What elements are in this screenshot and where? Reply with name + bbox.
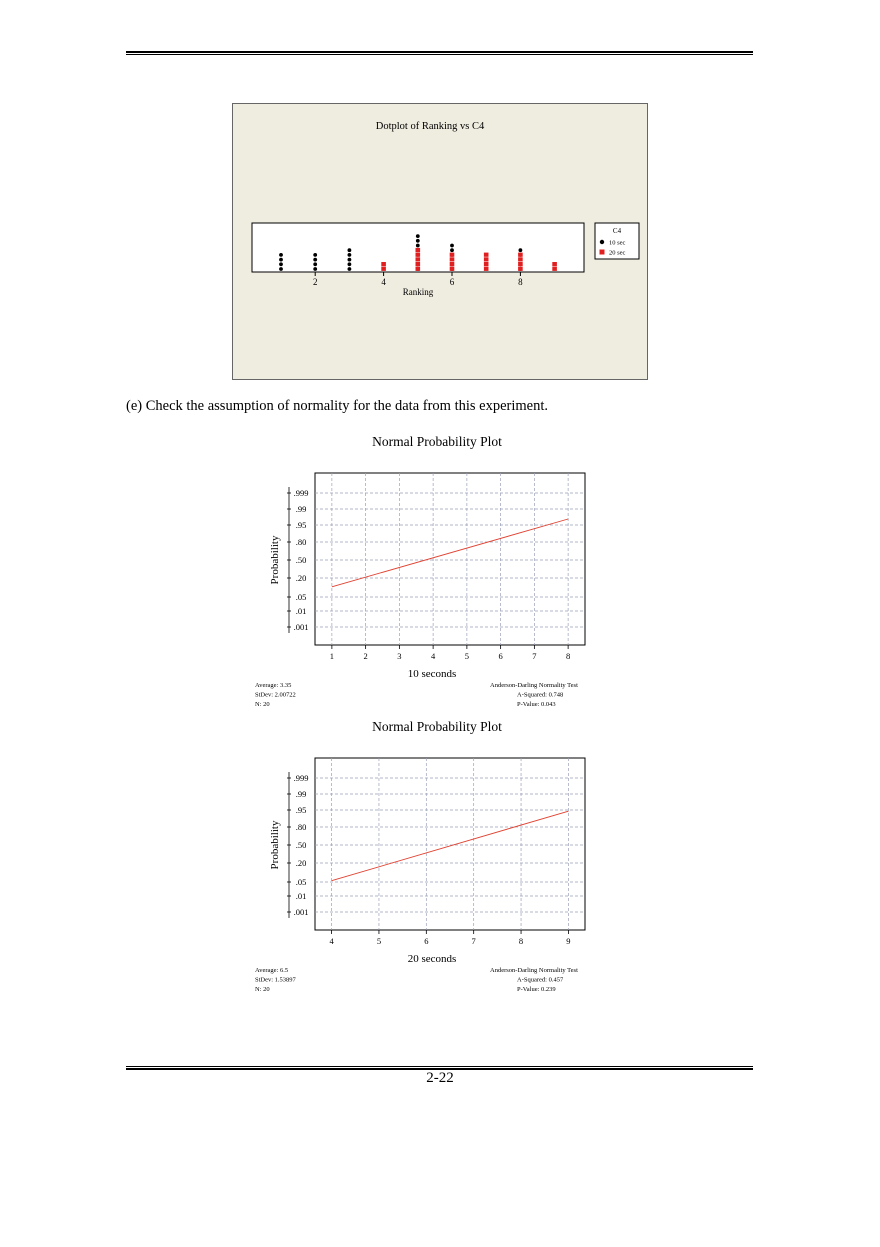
dot-10sec [313, 253, 317, 257]
npp-xtick-label: 7 [471, 936, 476, 946]
npp-title: Normal Probability Plot [372, 434, 502, 449]
question-e: (e) Check the assumption of normality for the data from this experiment. [126, 398, 548, 414]
dot-20sec [416, 253, 421, 257]
dotplot-chart [232, 103, 648, 381]
dot-10sec [279, 267, 283, 271]
footer-rule-thin [126, 1066, 753, 1067]
npp-ytick-label: .99 [295, 504, 307, 514]
dot-10sec [348, 262, 352, 266]
npp-xlabel: 20 seconds [407, 953, 457, 965]
dot-20sec [552, 262, 557, 266]
dot-20sec [450, 267, 455, 271]
dot-20sec [484, 257, 489, 261]
npp-ytick-label: .80 [295, 537, 307, 547]
npp-stat-right: P-Value: 0.239 [517, 986, 556, 993]
npp-stat-right: P-Value: 0.043 [517, 701, 556, 708]
npp-xtick-label: 4 [431, 651, 436, 661]
dot-10sec [348, 258, 352, 262]
dotplot-title: Dotplot of Ranking vs C4 [375, 121, 485, 132]
npp-ytick-label: .05 [295, 592, 307, 602]
dot-10sec [348, 248, 352, 252]
legend-label-10sec: 10 sec [609, 239, 626, 247]
header-rule-thin [126, 54, 753, 55]
npp-xtick-label: 5 [464, 651, 469, 661]
dot-10sec [279, 262, 283, 266]
dot-10sec [450, 248, 454, 252]
npp-ytick-label: .05 [295, 877, 307, 887]
npp-stat-right: Anderson-Darling Normality Test [490, 682, 578, 689]
dotplot-tick-label: 8 [518, 277, 523, 287]
dot-20sec [518, 267, 523, 271]
dot-20sec [416, 257, 421, 261]
npp-stat-right: A-Squared: 0.457 [517, 976, 564, 984]
legend-marker-20sec [600, 250, 605, 255]
dotplot-xlabel: Ranking [402, 287, 434, 297]
dot-20sec [484, 253, 489, 257]
dot-20sec [381, 267, 386, 271]
dot-10sec [279, 253, 283, 257]
dot-20sec [450, 253, 455, 257]
dot-10sec [519, 248, 523, 252]
dot-10sec [416, 239, 420, 243]
npp-ytick-label: .999 [293, 773, 309, 783]
npp-stat-left: Average: 3.35 [255, 682, 292, 689]
dot-20sec [416, 267, 421, 271]
dotplot-tick-label: 4 [381, 277, 386, 287]
npp-xtick-label: 6 [498, 651, 503, 661]
npp-title: Normal Probability Plot [372, 719, 502, 734]
npp-ytick-label: .80 [295, 822, 307, 832]
legend-title: C4 [612, 227, 622, 235]
npp-xtick-label: 2 [363, 651, 368, 661]
header-rule-thick [126, 51, 753, 53]
npp-stat-right: Anderson-Darling Normality Test [490, 967, 578, 974]
dot-20sec [450, 262, 455, 266]
page-number: 2-22 [426, 1070, 454, 1086]
dot-20sec [518, 257, 523, 261]
npp-ylabel: Probability [269, 535, 281, 585]
npp-ytick-label: .999 [293, 488, 309, 498]
npp-ytick-label: .001 [293, 907, 309, 917]
dot-20sec [381, 262, 386, 266]
dot-20sec [552, 267, 557, 271]
npp-ytick-label: .50 [295, 840, 307, 850]
npp-xlabel: 10 seconds [407, 668, 457, 680]
npp-ytick-label: .001 [293, 622, 309, 632]
npp-xtick-label: 6 [424, 936, 429, 946]
npp-ytick-label: .01 [295, 606, 307, 616]
dot-20sec [416, 248, 421, 252]
npp-xtick-label: 7 [532, 651, 537, 661]
npp-stat-left: StDev: 1.53897 [255, 976, 296, 984]
dot-10sec [348, 267, 352, 271]
npp-xtick-label: 1 [329, 651, 334, 661]
npp-ytick-label: .95 [295, 520, 307, 530]
normal-probability-plot-10sec [250, 430, 600, 715]
dot-20sec [518, 253, 523, 257]
dot-20sec [484, 267, 489, 271]
dot-20sec [450, 257, 455, 261]
npp-xtick-label: 3 [397, 651, 402, 661]
dot-10sec [416, 244, 420, 248]
dot-10sec [279, 258, 283, 262]
npp-xtick-label: 4 [329, 936, 334, 946]
npp-stat-right: A-Squared: 0.748 [517, 691, 564, 699]
npp-stat-left: Average: 6.5 [255, 967, 289, 974]
dot-20sec [416, 262, 421, 266]
npp-xtick-label: 8 [518, 936, 524, 946]
npp-xtick-label: 8 [566, 651, 571, 661]
normal-probability-plot-20sec [250, 715, 600, 1000]
npp-ytick-label: .95 [295, 805, 307, 815]
npp-xtick-label: 9 [566, 936, 571, 946]
dotplot-legend [595, 223, 639, 259]
npp-ytick-label: .01 [295, 891, 307, 901]
dot-20sec [484, 262, 489, 266]
npp-ytick-label: .20 [295, 858, 307, 868]
npp-stat-left: N: 20 [255, 701, 270, 708]
npp-ylabel: Probability [269, 820, 281, 870]
npp-xtick-label: 5 [376, 936, 382, 946]
dot-10sec [348, 253, 352, 257]
dot-10sec [450, 244, 454, 248]
dot-10sec [313, 267, 317, 271]
npp-ytick-label: .50 [295, 555, 307, 565]
dotplot-tick-label: 2 [312, 277, 318, 287]
legend-marker-10sec [600, 240, 604, 244]
npp-stat-left: StDev: 2.00722 [255, 691, 296, 699]
dot-20sec [518, 262, 523, 266]
npp-stat-left: N: 20 [255, 986, 270, 993]
dot-10sec [416, 234, 420, 238]
npp-plot-area [315, 473, 585, 645]
dot-10sec [313, 262, 317, 266]
legend-label-20sec: 20 sec [609, 249, 626, 257]
npp-plot-area [315, 758, 585, 930]
npp-ytick-label: .99 [295, 789, 307, 799]
dotplot-tick-label: 6 [449, 277, 455, 287]
npp-ytick-label: .20 [295, 573, 307, 583]
dot-10sec [313, 258, 317, 262]
